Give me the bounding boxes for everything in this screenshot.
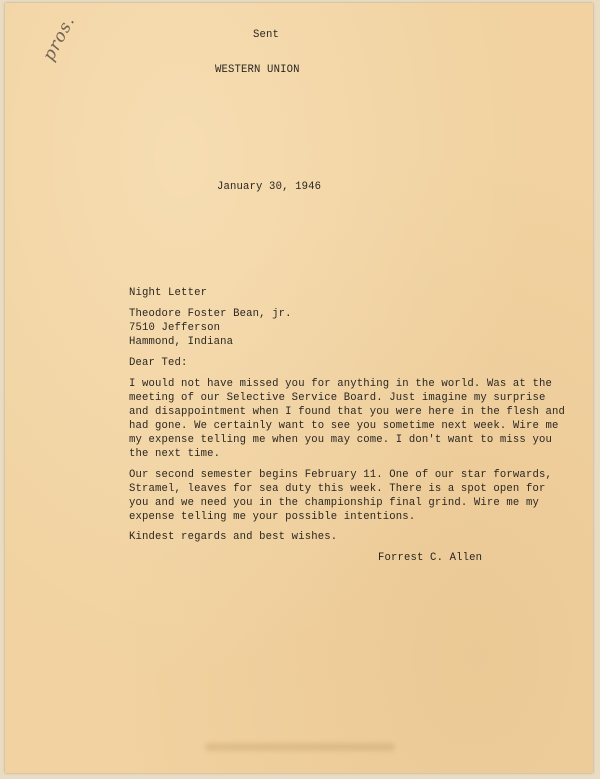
letter-page [5,3,593,773]
company-heading: WESTERN UNION [215,64,300,76]
text-line: had gone. We certainly want to see you sometime next week. Wire me [129,420,559,432]
salutation: Dear Ted: [129,357,188,369]
handwritten-annotation: pros. [39,12,80,65]
text-line: the next time. [129,448,221,460]
message-type: Night Letter [129,287,208,299]
signature: Forrest C. Allen [378,552,483,564]
text-line: meeting of our Selective Service Board. Just imagine my surprise [129,392,546,404]
sent-label: Sent [253,29,280,41]
text-line: Our second semester begins February 11. One of our star forwards, [129,469,552,481]
text-line: and disappointment when I found that you were here in the flesh and [129,406,565,418]
text-line: Stramel, leaves for sea duty this week. There is a spot open for [129,483,546,495]
closing-line: Kindest regards and best wishes. [129,531,338,543]
recipient-city: Hammond, Indiana [129,336,234,348]
recipient-street: 7510 Jefferson [129,322,221,334]
recipient-name: Theodore Foster Bean, jr. [129,308,292,320]
text-line: you and we need you in the championship final grind. Wire me my [129,497,539,509]
text-line: my expense telling me when you may come. I don't want to miss you [129,434,552,446]
text-line: expense telling me your possible intentions. [129,511,416,523]
letter-date: January 30, 1946 [217,181,322,193]
paper-smudge [205,743,395,751]
text-line: I would not have missed you for anything in the world. Was at the [129,378,552,390]
